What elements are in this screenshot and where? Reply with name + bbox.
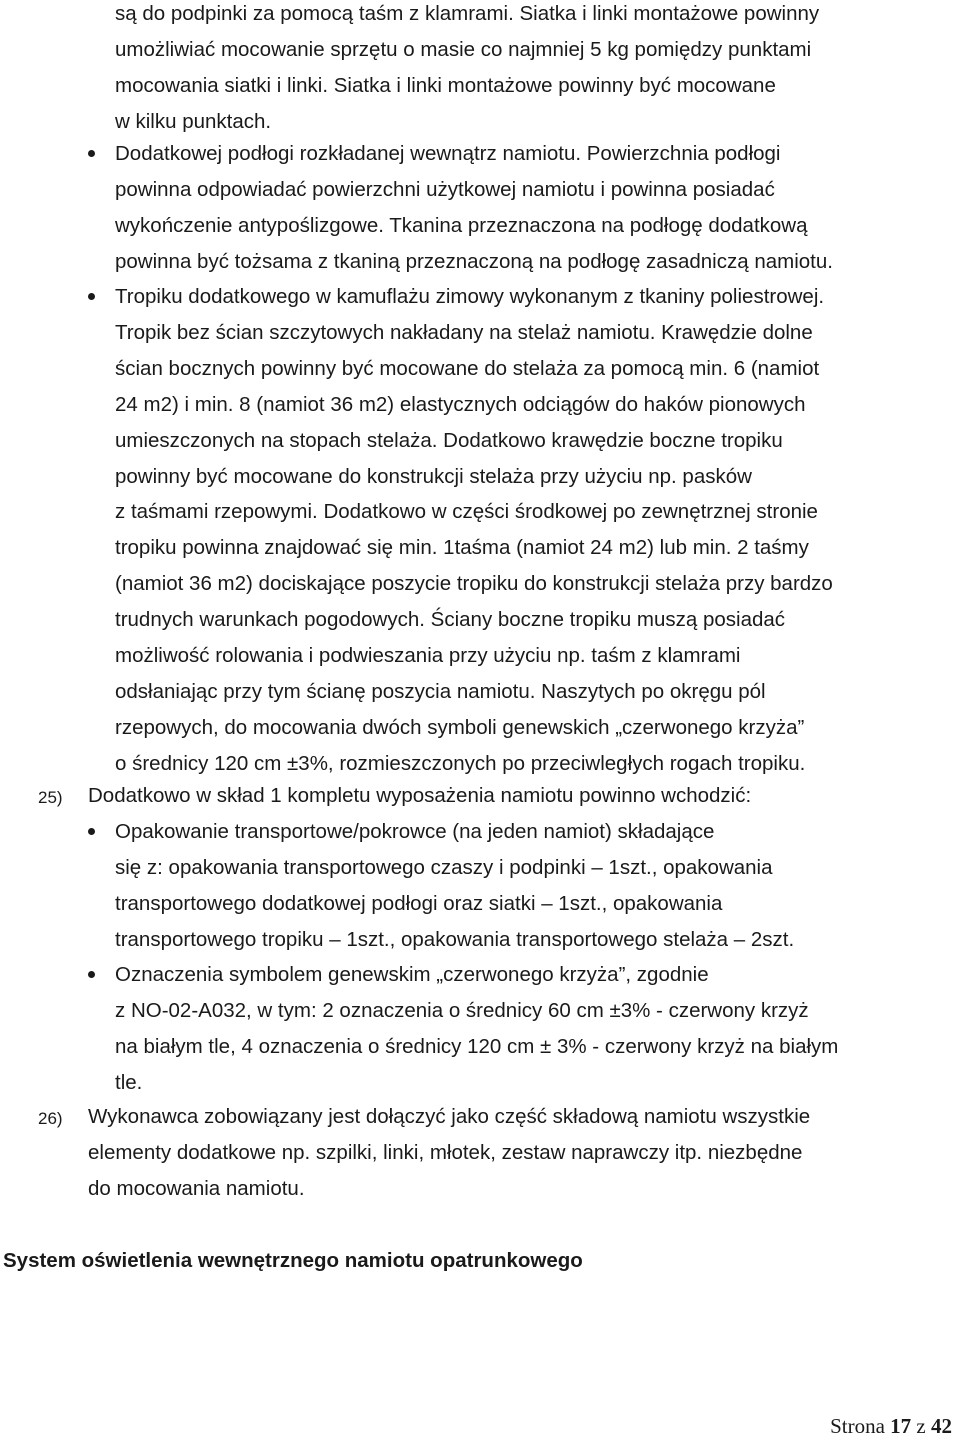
- text-line: powinny być mocowane do konstrukcji stelaża przy użyciu np. pasków: [115, 464, 752, 488]
- list-item-25: [88, 778, 958, 814]
- text-line: umożliwiać mocowanie sprzętu o masie co najmniej 5 kg pomiędzy punktami: [115, 37, 812, 61]
- text-line: ścian bocznych powinny być mocowane do stelaża za pomocą min. 6 (namiot: [115, 356, 820, 380]
- list-item-markings: [115, 957, 958, 1101]
- text-line: możliwość rolowania i podwieszania przy użyciu np. taśm z klamrami: [115, 644, 741, 668]
- text-line: transportowego tropiku – 1szt., opakowania transportowego stelaża – 2szt.: [115, 927, 795, 951]
- text-line: z NO-02-A032, w tym: 2 oznaczenia o średnicy 60 cm ±3% - czerwony krzyż: [115, 998, 809, 1022]
- text-line: się z: opakowania transportowego czaszy i podpinki – 1szt., opakowania: [115, 855, 773, 879]
- text-line: na białym tle, 4 oznaczenia o średnicy 120 cm ± 3% - czerwony krzyż na białym: [115, 1034, 839, 1058]
- text-line: (namiot 36 m2) dociskające poszycie tropiku do konstrukcji stelaża przy bardzo: [115, 572, 833, 596]
- total-pages-number: 42: [931, 1414, 952, 1438]
- bullet-icon: [88, 971, 95, 978]
- list-item-floor: [115, 136, 958, 280]
- list-number: 26): [38, 1109, 63, 1128]
- text-line: tropiku powinna znajdować się min. 1taśma (namiot 24 m2) lub min. 2 taśmy: [115, 536, 809, 560]
- text-line: Wykonawca zobowiązany jest dołączyć jako część składową namiotu wszystkie: [88, 1105, 811, 1128]
- bullet-icon: [88, 828, 95, 835]
- text-line: są do podpinki za pomocą taśm z klamrami. Siatka i linki montażowe powinny: [115, 2, 820, 25]
- text-line: rzepowych, do mocowania dwóch symboli genewskich „czerwonego krzyża”: [115, 715, 805, 739]
- text-line: z taśmami rzepowymi. Dodatkowo w części środkowej po zewnętrznej stronie: [115, 500, 818, 524]
- text-line: do mocowania namiotu.: [88, 1176, 305, 1200]
- section-heading: System oświetlenia wewnętrznego namiotu opatrunkowego: [3, 1249, 583, 1272]
- text-line: o średnicy 120 cm ±3%, rozmieszczonych po przeciwległych rogach tropiku.: [115, 751, 806, 775]
- bullet-icon: [88, 293, 95, 300]
- text-line: Dodatkowej podłogi rozkładanej wewnątrz namiotu. Powierzchnia podłogi: [115, 142, 781, 165]
- paragraph-continuation: [115, 0, 958, 140]
- text-line: wykończenie antypoślizgowe. Tkanina przeznaczona na podłogę dodatkową: [115, 213, 808, 237]
- text-line: tle.: [115, 1070, 143, 1094]
- text-line: odsłaniając przy tym ścianę poszycia namiotu. Naszytych po okręgu pól: [115, 679, 766, 703]
- text-line: umieszczonych na stopach stelaża. Dodatkowo krawędzie boczne tropiku: [115, 428, 783, 452]
- text-line: mocowania siatki i linki. Siatka i linki montażowe powinny być mocowane: [115, 73, 776, 97]
- text-line: elementy dodatkowe np. szpilki, linki, młotek, zestaw naprawczy itp. niezbędne: [88, 1140, 803, 1164]
- page-footer: [830, 1413, 952, 1439]
- text-line: 24 m2) i min. 8 (namiot 36 m2) elastycznych odciągów do haków pionowych: [115, 392, 806, 416]
- list-item-26: [88, 1099, 958, 1207]
- text-line: Dodatkowo w skład 1 kompletu wyposażenia namiotu powinno wchodzić:: [88, 784, 752, 807]
- text-line: Tropik bez ścian szczytowych nakładany na stelaż namiotu. Krawędzie dolne: [115, 320, 813, 344]
- text-line: Oznaczenia symbolem genewskim „czerwonego krzyża”, zgodnie: [115, 963, 709, 986]
- list-item-packaging: [115, 814, 958, 958]
- page-label: Strona: [830, 1414, 885, 1438]
- text-line: powinna odpowiadać powierzchni użytkowej namiotu i powinna posiadać: [115, 177, 775, 201]
- list-number: 25): [38, 788, 63, 807]
- list-item-tropic: [115, 279, 958, 782]
- text-line: transportowego dodatkowej podłogi oraz siatki – 1szt., opakowania: [115, 891, 723, 915]
- current-page-number: 17: [890, 1414, 912, 1438]
- text-line: Opakowanie transportowe/pokrowce (na jeden namiot) składające: [115, 820, 715, 843]
- text-line: trudnych warunkach pogodowych. Ściany boczne tropiku muszą posiadać: [115, 608, 786, 632]
- text-line: powinna być tożsama z tkaniną przeznaczoną na podłogę zasadniczą namiotu.: [115, 249, 833, 273]
- text-line: w kilku punktach.: [115, 109, 272, 133]
- bullet-icon: [88, 150, 95, 157]
- page-separator: z: [916, 1414, 926, 1438]
- text-line: Tropiku dodatkowego w kamuflażu zimowy wykonanym z tkaniny poliestrowej.: [115, 285, 825, 308]
